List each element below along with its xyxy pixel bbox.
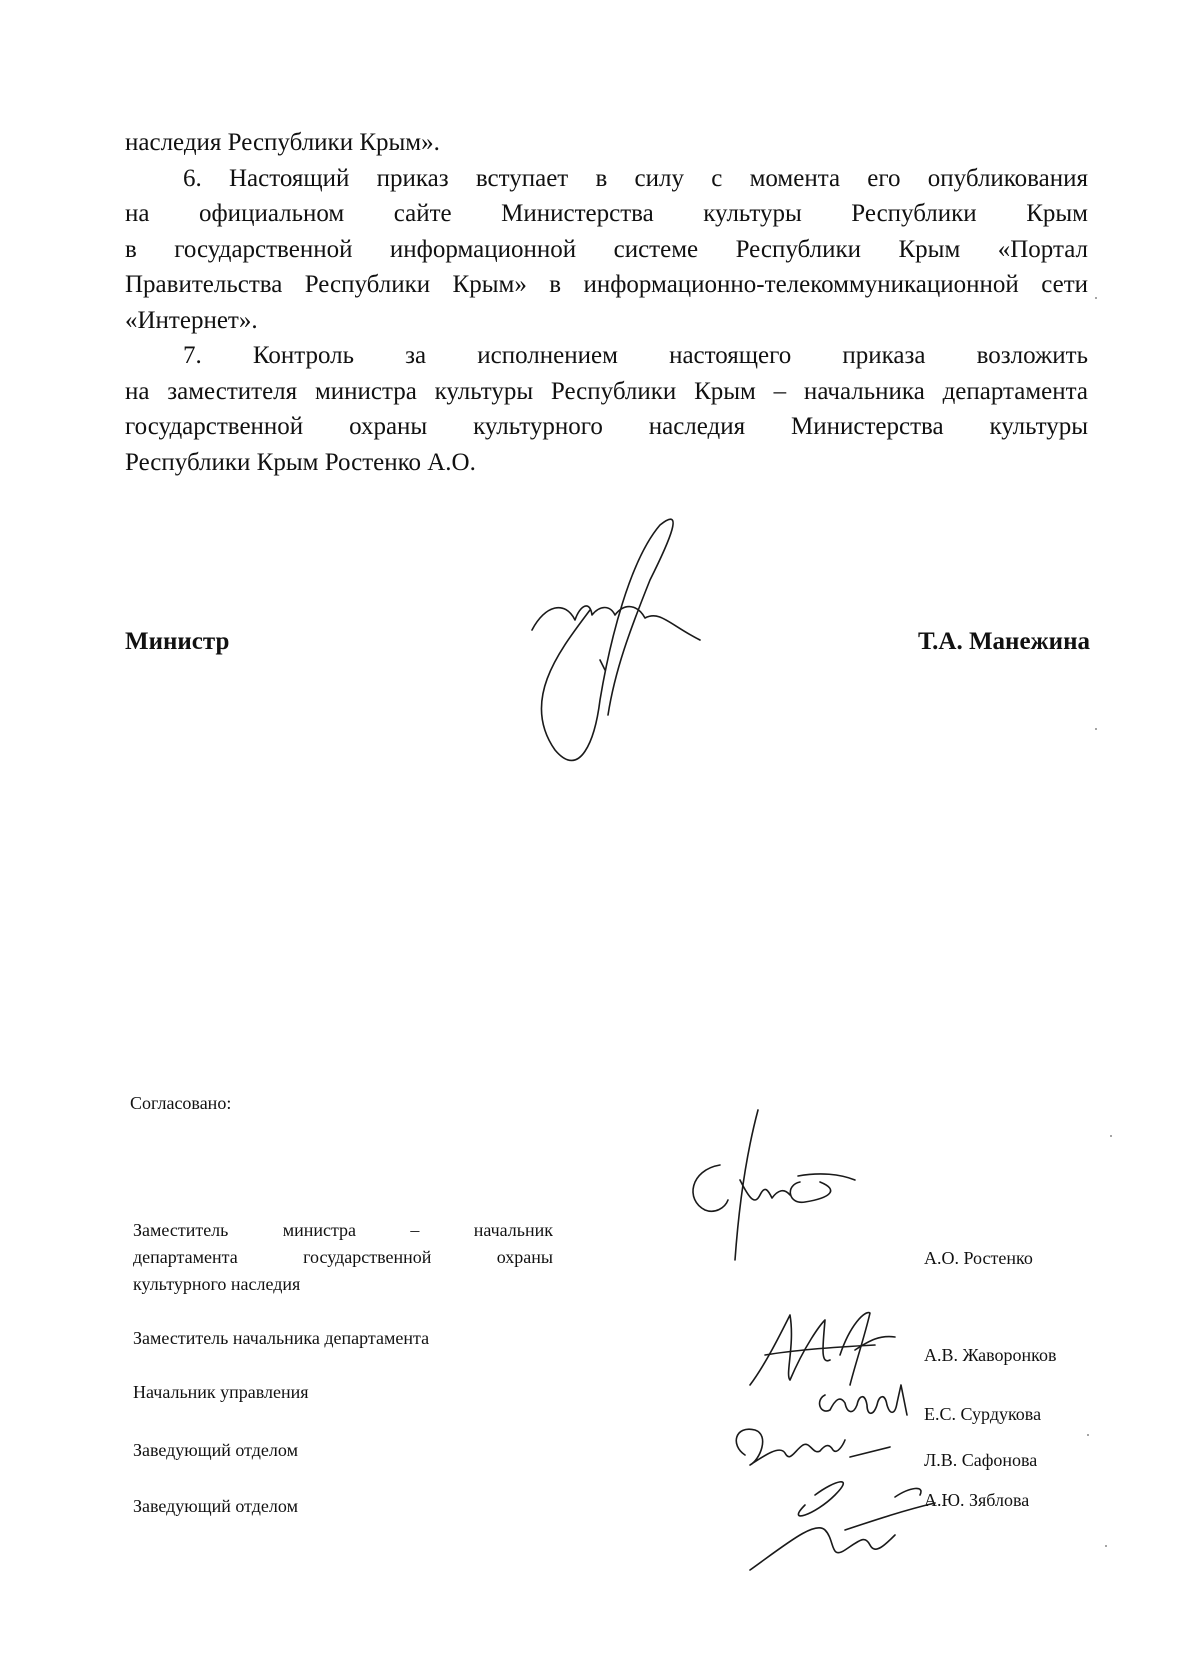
approver-name: А.О. Ростенко xyxy=(924,1248,1033,1268)
paragraph-line: в государственной информационной системе Республики Крым «Портал xyxy=(125,235,1088,263)
paragraph-6 xyxy=(125,161,1088,339)
scan-speck xyxy=(1110,1135,1112,1137)
approver-role-line: департамента государственной охраны xyxy=(133,1247,553,1267)
paragraph-line: Правительства Республики Крым» в информационно-телекоммуникационной сети xyxy=(125,271,1088,298)
paragraph-line: государственной охраны культурного наследия Министерства культуры xyxy=(125,413,1088,440)
scan-speck xyxy=(1095,728,1097,730)
zyablova-signature-icon xyxy=(745,1475,945,1585)
agreed-label: Согласовано: xyxy=(130,1093,232,1113)
approver-role: Заместитель начальника департамента xyxy=(133,1328,430,1348)
minister-name: Т.А. Манежина xyxy=(917,628,1090,655)
approver-role-line: Заместитель министра – начальник xyxy=(133,1220,553,1240)
minister-title: Министр xyxy=(125,628,230,655)
body-line: наследия Республики Крым». xyxy=(125,129,440,156)
approver-role: Заведующий отделом xyxy=(133,1440,298,1460)
paragraph-7 xyxy=(125,338,1088,480)
paragraph-line: на официальном сайте Министерства культуры Республики Крым xyxy=(125,200,1088,227)
approver-name: Л.В. Сафонова xyxy=(924,1450,1038,1470)
minister-signature-icon xyxy=(520,510,740,780)
approver-role: Заведующий отделом xyxy=(133,1496,298,1516)
approver-name: Е.С. Сурдукова xyxy=(924,1404,1042,1424)
paragraph-line: 7. Контроль за исполнением настоящего приказа возложить xyxy=(183,342,1088,369)
paragraph-line: 6. Настоящий приказ вступает в силу с момента его опубликования xyxy=(183,164,1088,192)
order-body-text xyxy=(125,125,1088,480)
scan-speck xyxy=(1105,1545,1107,1547)
rostenko-signature-icon xyxy=(680,1110,880,1270)
scan-speck xyxy=(1087,1434,1089,1436)
approver-role-line: культурного наследия xyxy=(133,1274,301,1294)
approver-role: Начальник управления xyxy=(133,1382,309,1402)
approver-name: А.В. Жаворонков xyxy=(924,1345,1057,1365)
approver-role xyxy=(133,1217,553,1298)
scan-speck xyxy=(1095,297,1097,299)
paragraph-line: Республики Крым Ростенко А.О. xyxy=(125,448,476,476)
paragraph-line: «Интернет». xyxy=(125,306,258,334)
paragraph-line: на заместителя министра культуры Республики Крым – начальника департамента xyxy=(125,377,1088,405)
approver-name: А.Ю. Зяблова xyxy=(924,1490,1030,1510)
